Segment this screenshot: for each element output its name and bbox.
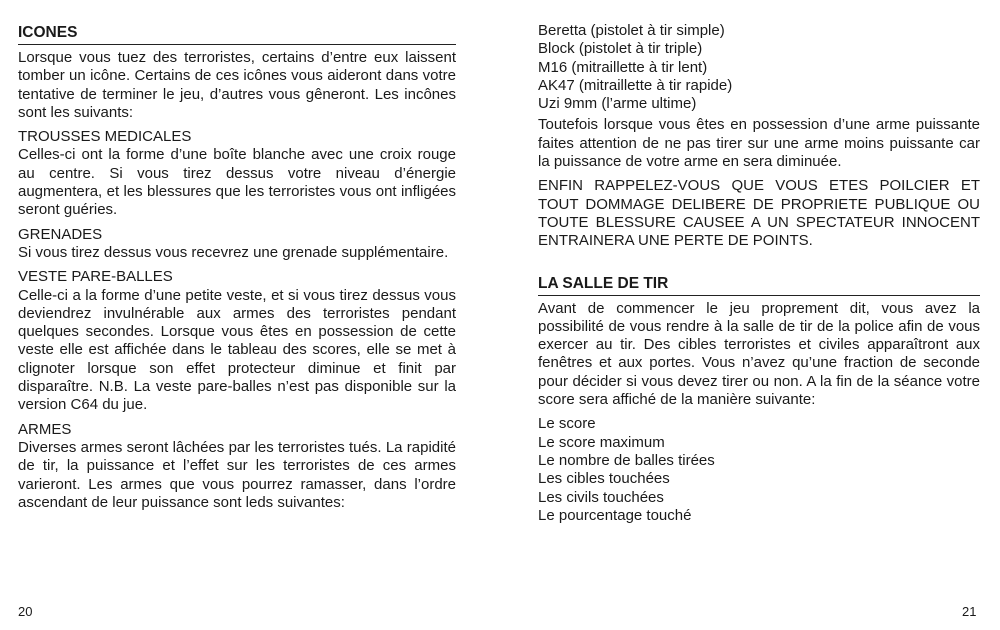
medical-kits-text: Celles-ci ont la forme d’une boîte blanche avec une croix rouge au centre. Si vous tirez dessus votre niveau d’énergie augmentera, et les blessures que les terroristes vous ont infligées seront guéries. bbox=[18, 146, 456, 219]
list-item: Le score bbox=[538, 415, 596, 433]
section-title-icones: ICONES bbox=[18, 24, 456, 45]
list-item: M16 (mitraillette à tir lent) bbox=[538, 58, 708, 76]
right-page bbox=[500, 0, 1000, 630]
list-item: Les civils touchées bbox=[538, 488, 664, 506]
subheading-vest: VESTE PARE-BALLES bbox=[18, 268, 173, 286]
weapons-list bbox=[538, 22, 980, 113]
left-column bbox=[18, 24, 456, 512]
score-list bbox=[538, 415, 980, 525]
right-column bbox=[538, 22, 980, 525]
page-number-right: 21 bbox=[962, 604, 977, 619]
list-item: Les cibles touchées bbox=[538, 470, 670, 488]
section-title-shooting-range: LA SALLE DE TIR bbox=[538, 275, 980, 296]
weapons-text: Diverses armes seront lâchées par les terroristes tués. La rapidité de tir, la puissance et l’effet sur les terroristes de ces armes varieront. Les armes que vous pourrez ramasser, dans l’ordre ascendant de leur puissance sont leds suivantes: bbox=[18, 438, 456, 511]
shooting-range-text: Avant de commencer le jeu proprement dit, vous avez la possibilité de vous rendre à la salle de tir de la police afin de vous exercer au tir. Des cibles terroristes et civiles apparaîtront aux fenêtres et aux portes. Vous n’avez qu’une fraction de seconde pour décider si vous devez tirer ou non. A la fin de la séance votre score sera affiché de la manière suivante: bbox=[538, 299, 980, 409]
list-item: Le pourcentage touché bbox=[538, 506, 692, 524]
list-item: AK47 (mitraillette à tir rapide) bbox=[538, 76, 733, 94]
page-number-left: 20 bbox=[18, 604, 33, 619]
list-item: Uzi 9mm (l’arme ultime) bbox=[538, 95, 697, 113]
icones-intro: Lorsque vous tuez des terroristes, certains d’entre eux laissent tomber un icône. Certains de ces icônes vous aideront dans votre tentative de terminer le jeu, d’autres vous gêneront. Les incônes sont les suivants: bbox=[18, 49, 456, 121]
list-item: Beretta (pistolet à tir simple) bbox=[538, 22, 725, 39]
list-item: Le nombre de balles tirées bbox=[538, 451, 715, 469]
vest-text: Celle-ci a la forme d’une petite veste, et si vous tirez dessus vous deviendrez invulnérable aux armes des terroristes pendant quelques secondes. Lorsque vous êtes en possession de cette veste elle est affichée dans le tableau des scores, elle se met à clignoter lorsque son effet protecteur diminue et finit par disparaître. N.B. La veste pare-balles n’est pas disponible sur la version C64 du jue. bbox=[18, 286, 456, 414]
subheading-weapons: ARMES bbox=[18, 420, 72, 438]
subheading-grenades: GRENADES bbox=[18, 225, 103, 243]
grenades-text: Si vous tirez dessus vous recevrez une grenade supplémentaire. bbox=[18, 243, 449, 261]
subheading-medical-kits: TROUSSES MEDICALES bbox=[18, 128, 192, 146]
list-item: Block (pistolet à tir triple) bbox=[538, 40, 703, 58]
weapons-note: Toutefois lorsque vous êtes en possession d’une arme puissante faites attention de ne pas tirer sur une arme moins puissante car la puissance de votre arme en sera diminuée. bbox=[538, 116, 980, 171]
list-item: Le score maximum bbox=[538, 433, 665, 451]
warning-text: ENFIN RAPPELEZ-VOUS QUE VOUS ETES POILCIER ET TOUT DOMMAGE DELIBERE DE PROPRIETE PUBLIQUE OU TOUTE BLESSURE CAUSEE A UN SPECTATEUR INNOCENT ENTRAINERA UNE PERTE DE POINTS. bbox=[538, 177, 980, 250]
